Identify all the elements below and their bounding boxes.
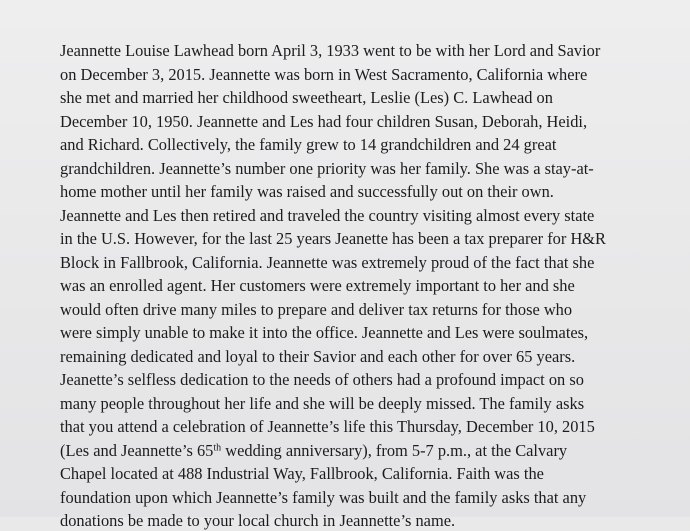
- anniversary-text-before: (Les and Jeannette’s 65: [60, 441, 214, 460]
- text-line-14: remaining dedicated and loyal to their Savior and each other for over 65 years.: [60, 347, 576, 366]
- text-line-5: and Richard. Collectively, the family grew to 14 grandchildren and 24 great: [60, 135, 557, 154]
- text-line-17: that you attend a celebration of Jeannette’s life this Thursday, December 10, 2015: [60, 417, 595, 436]
- text-line-3: she met and married her childhood sweetheart, Leslie (Les) C. Lawhead on: [60, 88, 553, 107]
- text-line-10: Block in Fallbrook, California. Jeannette was extremely proud of the fact that she: [60, 253, 595, 272]
- text-line-6: grandchildren. Jeannette’s number one priority was her family. She was a stay-at-: [60, 159, 594, 178]
- text-line-7: home mother until her family was raised and successfully out on their own.: [60, 182, 554, 201]
- text-line-18: [60, 441, 567, 461]
- anniversary-text-after: wedding anniversary), from 5-7 p.m., at the Calvary: [221, 441, 568, 460]
- text-line-12: would often drive many miles to prepare and deliver tax returns for those who: [60, 300, 573, 319]
- text-line-16: many people throughout her life and she will be deeply missed. The family asks: [60, 394, 585, 413]
- text-line-1: Jeannette Louise Lawhead born April 3, 1933 went to be with her Lord and Savior: [60, 41, 601, 60]
- text-line-2: on December 3, 2015. Jeannette was born in West Sacramento, California where: [60, 65, 588, 84]
- ordinal-suffix: th: [213, 442, 222, 454]
- text-line-13: were simply unable to make it into the office. Jeannette and Les were soulmates,: [60, 323, 589, 342]
- text-line-19: Chapel located at 488 Industrial Way, Fallbrook, California. Faith was the: [60, 464, 544, 483]
- text-line-21: donations be made to your local church in Jeannette’s name.: [60, 511, 456, 530]
- text-line-15: Jeanette’s selfless dedication to the needs of others had a profound impact on so: [60, 370, 584, 389]
- text-line-11: was an enrolled agent. Her customers were extremely important to her and she: [60, 276, 575, 295]
- text-line-9: in the U.S. However, for the last 25 years Jeanette has been a tax preparer for H&R: [60, 229, 606, 248]
- text-line-8: Jeannette and Les then retired and traveled the country visiting almost every state: [60, 206, 595, 225]
- text-line-4: December 10, 1950. Jeannette and Les had four children Susan, Deborah, Heidi,: [60, 112, 588, 131]
- text-line-20: foundation upon which Jeannette’s family was built and the family asks that any: [60, 488, 587, 507]
